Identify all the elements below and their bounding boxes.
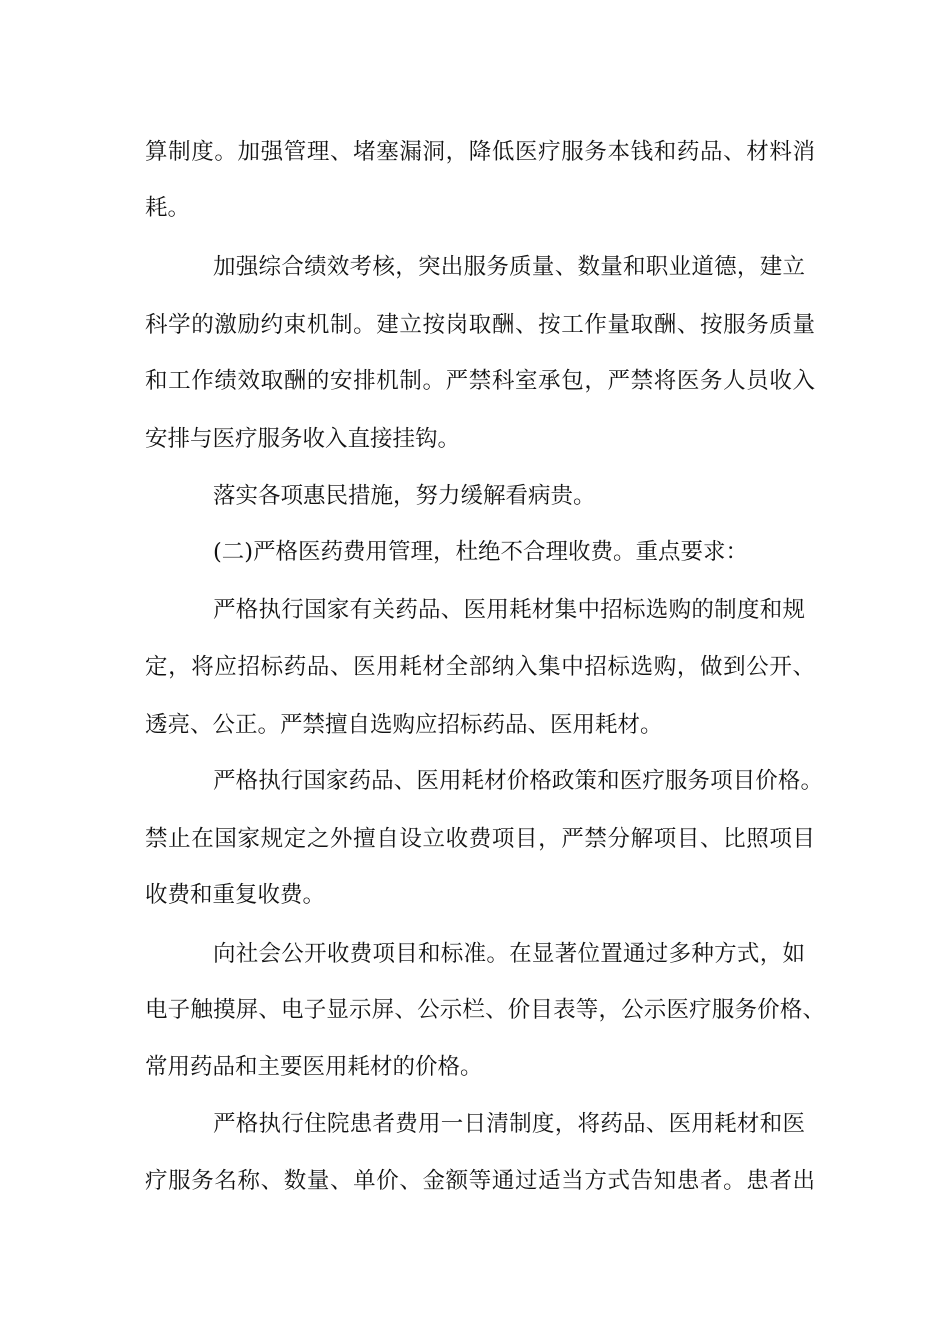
paragraph-first-line: 严格执行国家有关药品、医用耗材集中招标选购的制度和规	[213, 597, 805, 623]
paragraph-first-line: 落实各项惠民措施，努力缓解看病贵。	[213, 483, 596, 509]
paragraph-first-line: 严格执行住院患者费用一日清制度，将药品、医用耗材和医	[213, 1111, 805, 1137]
text-line: 收费和重复收费。	[145, 882, 326, 908]
text-line: 科学的激励约束机制。建立按岗取酬、按工作量取酬、按服务质量	[145, 312, 815, 338]
section-heading: (二)严格医药费用管理，杜绝不合理收费。重点要求：	[213, 539, 749, 565]
text-line: 耗。	[145, 195, 191, 221]
paragraph-first-line: 严格执行国家药品、医用耗材价格政策和医疗服务项目价格。	[213, 768, 823, 794]
paragraph-first-line: 向社会公开收费项目和标准。在显著位置通过多种方式，如	[213, 941, 805, 967]
text-line: 疗服务名称、数量、单价、金额等通过适当方式告知患者。患者出	[145, 1168, 815, 1194]
text-line: 算制度。加强管理、堵塞漏洞，降低医疗服务本钱和药品、材料消	[145, 139, 815, 165]
text-line: 常用药品和主要医用耗材的价格。	[145, 1054, 483, 1080]
text-line: 安排与医疗服务收入直接挂钩。	[145, 426, 461, 452]
text-line: 和工作绩效取酬的安排机制。严禁科室承包，严禁将医务人员收入	[145, 368, 815, 394]
text-line: 禁止在国家规定之外擅自设立收费项目，严禁分解项目、比照项目	[145, 826, 815, 852]
text-line: 透亮、公正。严禁擅自选购应招标药品、医用耗材。	[145, 712, 663, 738]
text-line: 定，将应招标药品、医用耗材全部纳入集中招标选购，做到公开、	[145, 654, 815, 680]
paragraph-first-line: 加强综合绩效考核，突出服务质量、数量和职业道德，建立	[213, 254, 805, 280]
text-line: 电子触摸屏、电子显示屏、公示栏、价目表等，公示医疗服务价格、	[145, 997, 825, 1023]
